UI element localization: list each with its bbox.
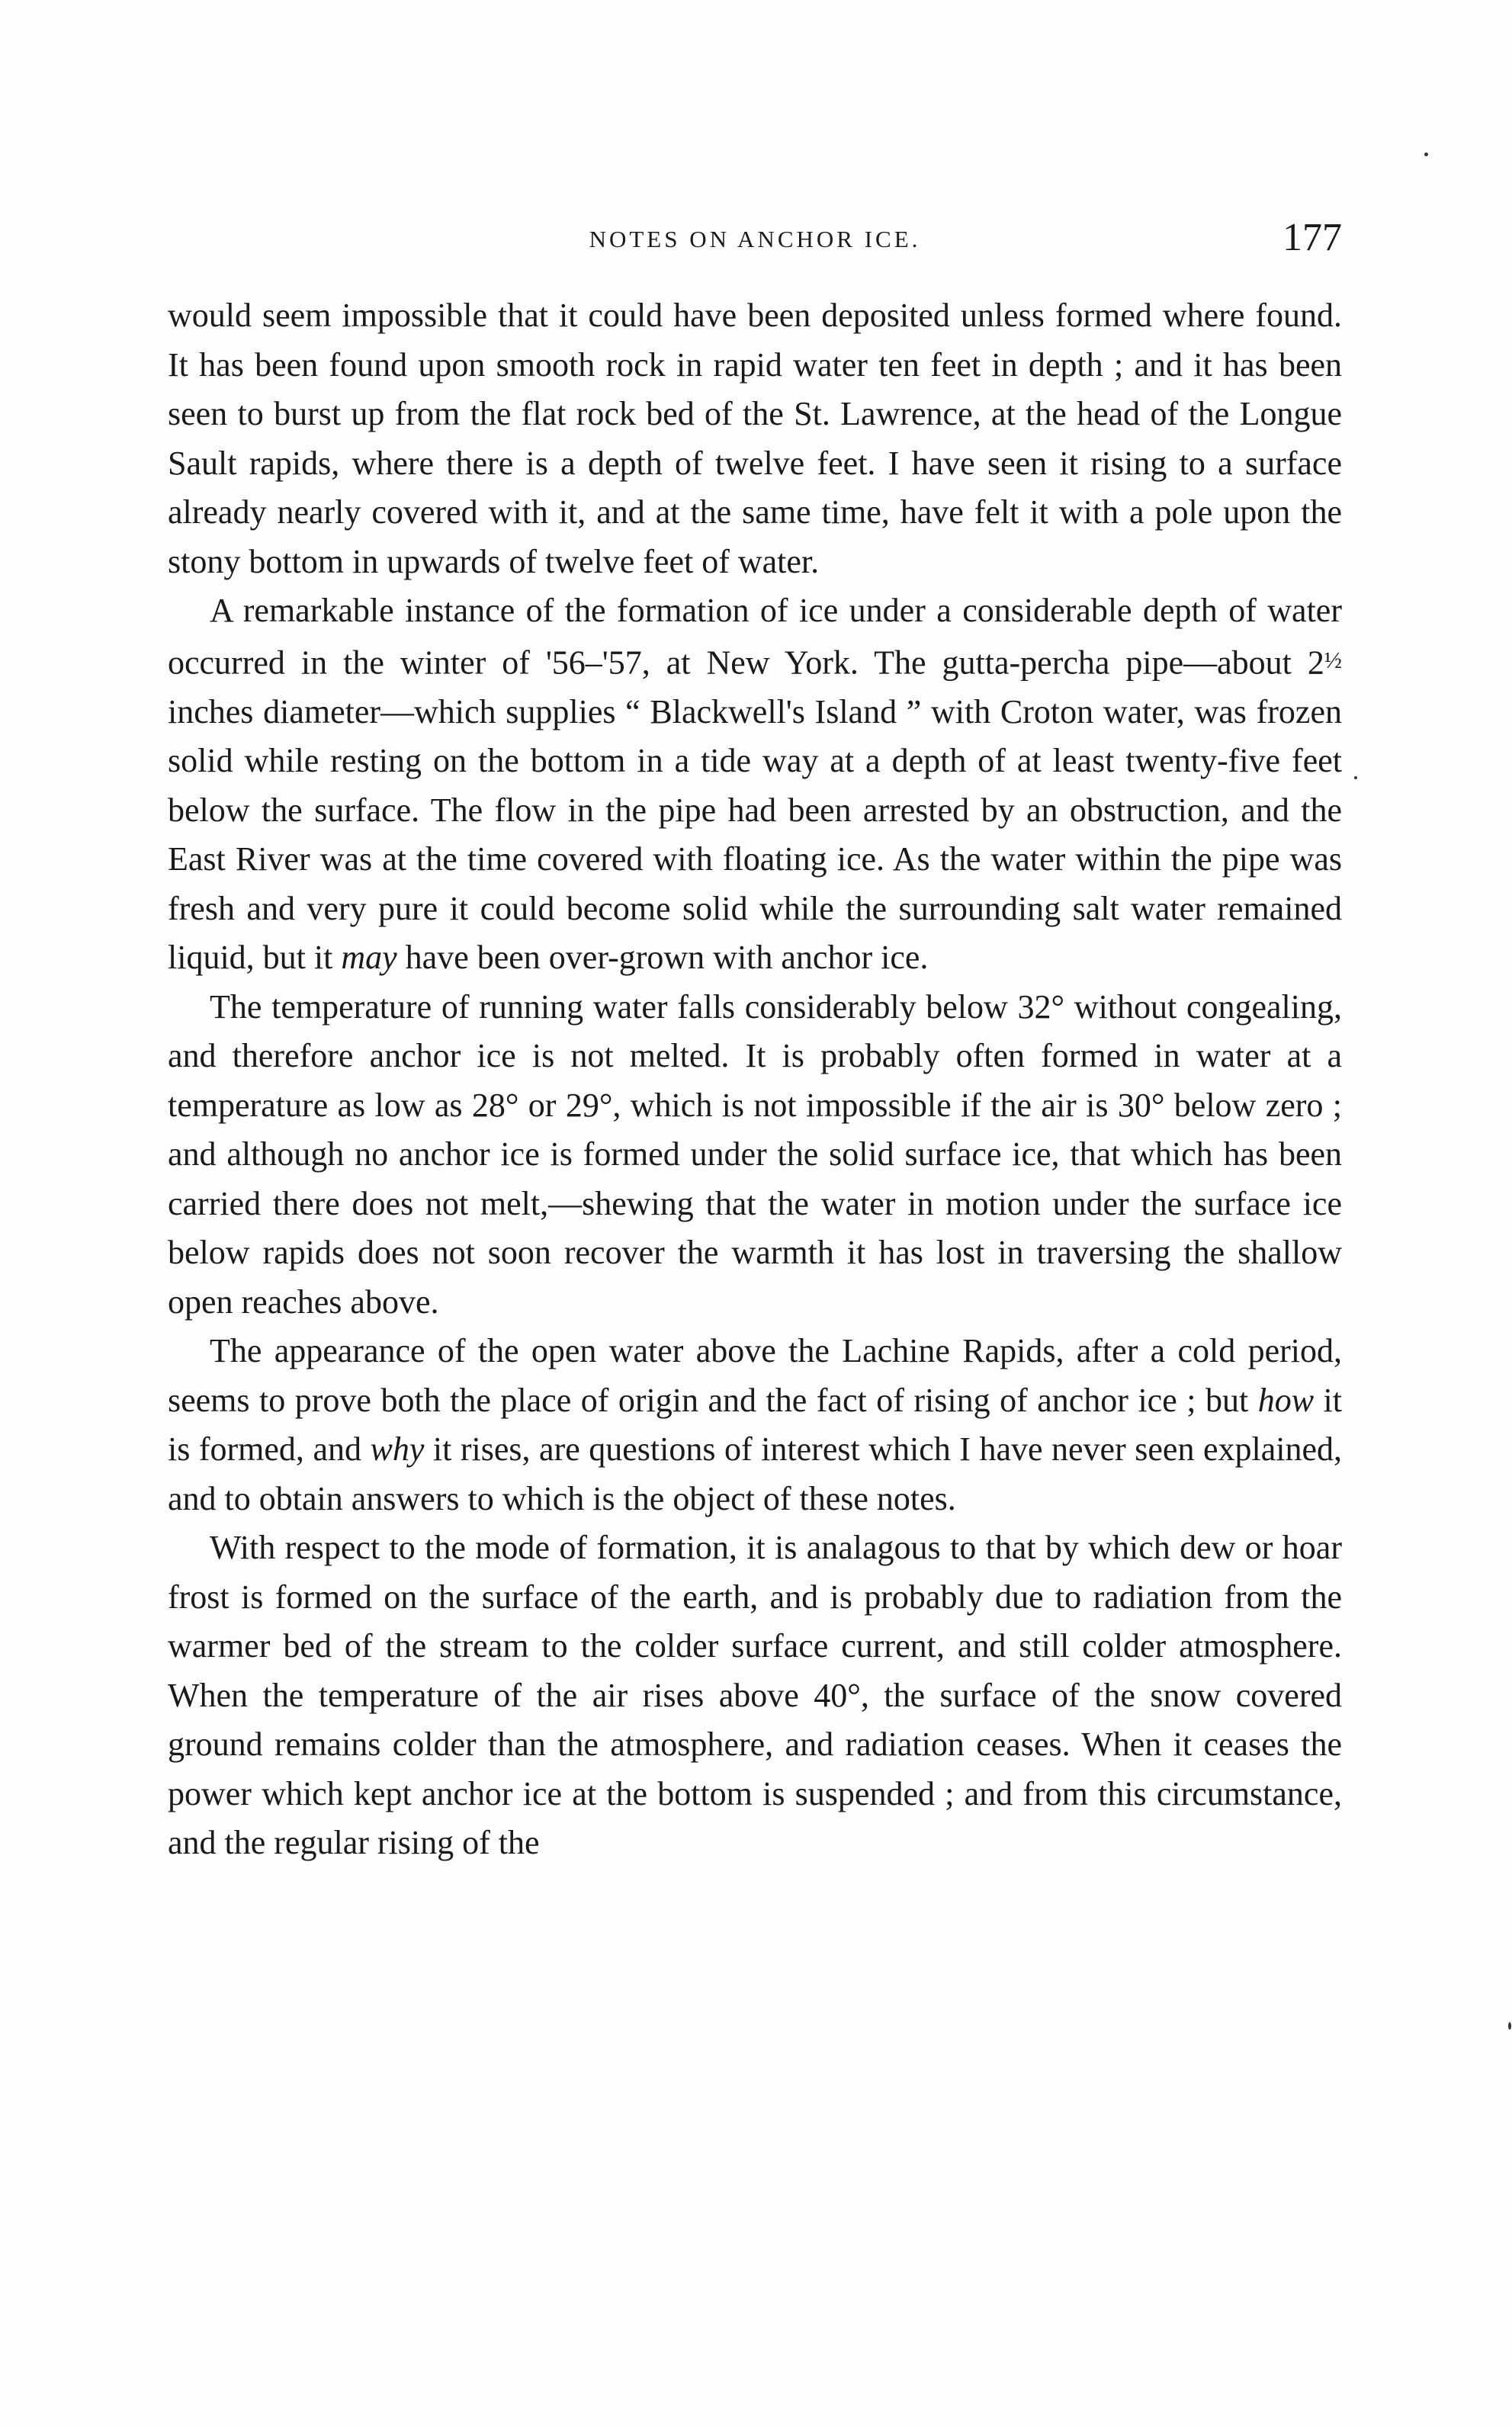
text-run: would seem impossible that it could have been deposited unless formed where found. It has been found upon smooth rock in rapid water ten feet in depth ; and it has been seen to burst up from the flat rock bed of the St. Lawrence, at the head of the Longue Sault rapids, where there is a depth of twelve feet. I have seen it rising to a surface already nearly covered with it, and at the same time, have felt it with a pole upon the stony bottom in upwards of twelve feet of water. <box>168 297 1342 580</box>
body-text <box>168 291 1342 1868</box>
paragraph <box>168 983 1342 1327</box>
scan-speck <box>1424 152 1428 156</box>
paragraph <box>168 1523 1342 1868</box>
page-number: 177 <box>1282 216 1342 259</box>
scan-speck <box>1354 776 1357 779</box>
page-header <box>168 215 1342 268</box>
scan-speck <box>1508 2022 1511 2030</box>
running-head: NOTES ON ANCHOR ICE. <box>589 226 921 252</box>
italic-text: may <box>341 939 397 977</box>
paragraph <box>168 586 1342 983</box>
text-run: A remarkable instance of the formation of ice under a considerable depth of water occurred in the winter of '56–'57, at New York. The gutta-percha pipe—about 2 <box>168 592 1342 682</box>
text-run: it is formed, and <box>168 1381 1342 1469</box>
text-run: The appearance of the open water above the Lachine Rapids, after a cold period, seems to prove both the place of origin and the fact of rising of anchor ice ; but <box>168 1332 1342 1419</box>
fraction-text: ½ <box>1324 647 1342 673</box>
italic-text: why <box>370 1430 425 1469</box>
paragraph <box>168 291 1342 586</box>
text-run: it rises, are questions of interest which I have never seen explained, and to obtain answers to which is the object of these notes. <box>168 1430 1342 1517</box>
text-run: inches diameter—which supplies “ Blackwell's Island ” with Croton water, was frozen solid while resting on the bottom in a tide way at a depth of at least twenty-five feet below the surface. The flow in the pipe had been arrested by an obstruction, and the East River was at the time covered with floating ice. As the water within the pipe was fresh and very pure it could become solid while the surrounding salt water remained liquid, but it <box>168 692 1342 977</box>
paragraph <box>168 1327 1342 1523</box>
italic-text: how <box>1257 1381 1315 1419</box>
text-run: The temperature of running water falls considerably below 32° without congealing, and therefore anchor ice is not melted. It is probably often formed in water at a temperature as low as 28° or 29°, which is not impossible if the air is 30° below zero ; and although no anchor ice is formed under the solid surface ice, that which has been carried there does not melt,—shewing that the water in motion under the surface ice below rapids does not soon recover the warmth it has lost in traversing the shallow open reaches above. <box>168 987 1342 1321</box>
text-run: have been over-grown with anchor ice. <box>396 939 929 977</box>
text-run: With respect to the mode of formation, it is analagous to that by which dew or hoar frost is formed on the surface of the earth, and is probably due to radiation from the warmer bed of the stream to the colder surface current, and still colder atmosphere. When the temperature of the air rises above 40°, the surface of the snow covered ground remains colder than the atmosphere, and radiation ceases. When it ceases the power which kept anchor ice at the bottom is suspended ; and from this circumstance, and the regular rising of the <box>168 1529 1342 1862</box>
